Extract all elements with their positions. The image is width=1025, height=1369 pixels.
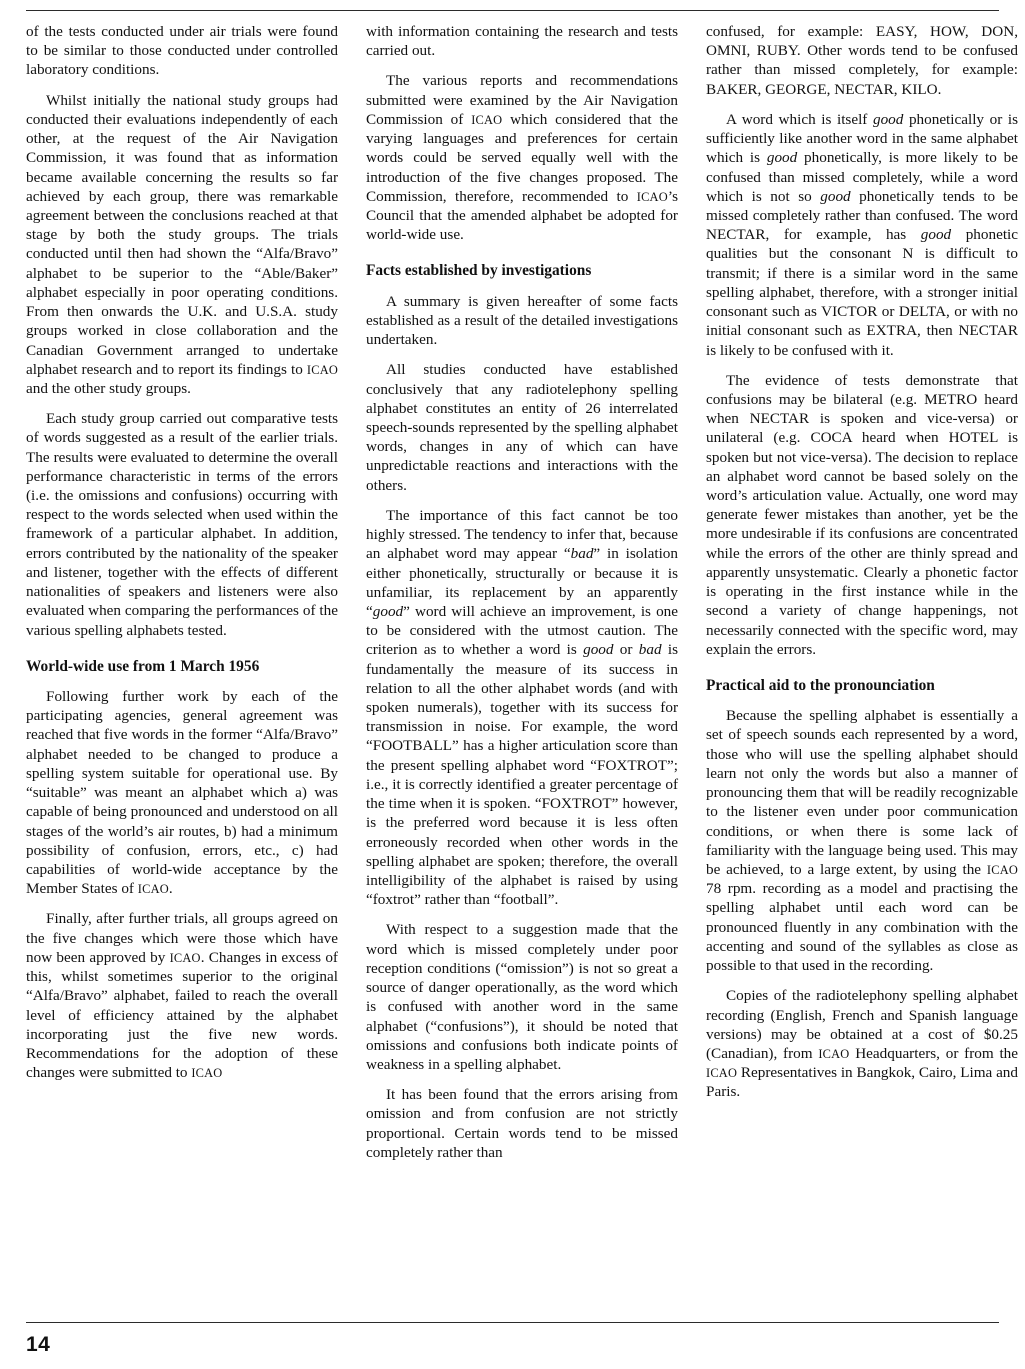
small-caps: ICAO [706, 1066, 738, 1081]
italic-text: good [583, 641, 614, 659]
paragraph: Each study group carried out comparative tests of words suggested as a result of the earlier trials. The results were evaluated to determine the overall performance characteristic in terms of the errors (i.e. the omissions and confusions) occurring with respect to the words selected when used within the framework of a particular alphabet. In addition, errors contributed by the nationality of the speaker and listener, together with the effects of different nationalities of speakers and listeners were also evaluated when comparing the performances of the various spelling alphabets tested. [26, 410, 338, 639]
italic-text: good [820, 187, 851, 205]
page-number: 14 [26, 1333, 51, 1356]
text-column-2 [366, 22, 678, 1302]
paragraph: The importance of this fact cannot be too highly stressed. The tendency to infer that, because an alphabet word may appear “bad” in isolation either phonetically, structurally or because it is unfamiliar, its replacement by an apparently “good” word will achieve an improvement, is one to be considered with the utmost caution. The criterion as to whether a word is good or bad is fundamentally the measure of its success in relation to all the other alphabet words (and with spoken numerals), together with its success for transmission in noise. For example, the word “FOOTBALL” has a higher articulation score than the present spelling alphabet word “FOXTROT”; i.e., it is correctly identified a greater percentage of the time when it is spoken. “FOXTROT” however, is the preferred word because it is less often erroneously recorded when other words in the spelling alphabet are spoken; therefore, the overall intelligibility of the alphabet is raised by using “foxtrot” rather than “football”. [366, 506, 678, 909]
small-caps: ICAO [169, 950, 201, 965]
section-heading: Facts established by investigations [366, 262, 592, 280]
paragraph: Following further work by each of the participating agencies, general agreement was reached that five words in the former “Alfa/Bravo” alphabet needed to be changed to produce a spelling system suitable for operational use. By “suitable” was meant an alphabet which a) was capable of being pronounced and understood on all stages of the world’s air routes, b) had a minimum possibility of confusion, errors, etc., c) had capabilities of world-wide acceptance by the Member States of ICAO. [26, 688, 338, 898]
paragraph: The evidence of tests demonstrate that confusions may be bilateral (e.g. METRO heard when NECTAR is spoken and vice-versa) or unilateral (e.g. COCA heard when HOTEL is spoken but not vice-versa). The decision to replace an alphabet word cannot be based solely on the word’s articulation value. Actually, one word may generate fewer mistakes than another, yet be the more undesirable if its confusions are concentrated while the errors of the other are thinly spread and apparently unsystematic. Clearly a phonetic factor is operating in the first instance while in the second a variety of change happenings, not necessarily connected with the specific word, may explain the errors. [706, 371, 1018, 658]
section-heading: Practical aid to the pronounciation [706, 677, 935, 694]
paragraph: confused, for example: EASY, HOW, DON, OMNI, RUBY. Other words tend to be confused rather than missed completely, for example: BAKER, GEORGE, NECTAR, KILO. [706, 23, 1018, 98]
paragraph: Because the spelling alphabet is essentially a set of speech sounds each represented by a word, those who will use the spelling alphabet should learn not only the words but also a manner of pronouncing them that will be readily recognizable to the listener even under poor communication conditions, or when there is some lack of familiarity with the language being used. This may be achieved, to a large extent, by using the ICAO 78 rpm. recording as a model and practising the spelling alphabet until each word can be pronounced fluently in any combination with the accenting and sound of the syllables as close as possible to that used in the recording. [706, 707, 1018, 975]
italic-text: good [920, 226, 952, 244]
paragraph: It has been found that the errors arising from omission and from confusion are not strictly proportional. Certain words tend to be missed completely rather than [366, 1086, 678, 1161]
paragraph: Finally, after further trials, all groups agreed on the five changes which were those which have now been approved by ICAO. Changes in excess of this, whilst sometimes superior to the original “Alfa/Bravo” alphabet, failed to reach the overall level of efficiency attained by the alphabet incorporating just the five new words. Recommendations for the adoption of these changes were submitted to ICAO [26, 910, 338, 1082]
column-container [26, 22, 1019, 1302]
italic-text: good [766, 149, 798, 167]
paragraph: of the tests conducted under air trials were found to be similar to those conducted under controlled laboratory conditions. [26, 23, 338, 79]
paragraph: Whilst initially the national study groups had conducted their evaluations independently of each other, at the request of the Air Navigation Commission, it was found that as information became available concerning the results so far achieved by each group, there was remarkable agreement between the conclusions reached at that stage by both the study groups. The trials conducted until then had shown the “Alfa/Bravo” alphabet to be superior to the “Able/Baker” alphabet especially in poor operating conditions. From then onwards the U.K. and U.S.A. study groups worked in close collaboration and the Canadian Government arranged to undertake alphabet research and to report its findings to ICAO and the other study groups. [26, 91, 338, 397]
small-caps: ICAO [137, 882, 169, 897]
italic-text: good [372, 602, 404, 620]
italic-text: bad [638, 641, 662, 659]
small-caps: ICAO [986, 863, 1018, 877]
small-caps: ICAO [306, 362, 338, 377]
text-column-3 [706, 22, 1018, 1302]
italic-text: bad [570, 545, 594, 563]
small-caps: ICAO [818, 1046, 850, 1061]
paragraph: with information containing the research and tests carried out. [366, 23, 678, 60]
text-column-1 [26, 22, 338, 1302]
small-caps: ICAO [636, 189, 668, 204]
paragraph: A word which is itself good phonetically or is sufficiently like another word in the same alphabet which is good phonetically, is more likely to be confused than missed completely, while a word which is not so good phonetically tends to be missed completely rather than confused. The word NECTAR, for example, has good phonetic qualities but the consonant N is difficult to transmit; if there is a similar word in the same spelling alphabet, therefore, with a stronger initial consonant such as VICTOR or DELTA, or with no initial consonant such as EXTRA, then NECTAR is likely to be confused with it. [706, 110, 1019, 359]
paragraph: The various reports and recommendations submitted were examined by the Air Navigation Commission of ICAO which considered that the varying languages and preferences for certain words could be served equally well with the introduction of the five changes proposed. The Commission, therefore, recommended to ICAO’s Council that the amended alphabet be adopted for world-wide use. [366, 72, 679, 244]
small-caps: ICAO [471, 112, 503, 127]
small-caps: ICAO [191, 1066, 223, 1081]
paragraph: All studies conducted have established conclusively that any radiotelephony spelling alphabet constitutes an entity of 26 interrelated speech-sounds represented by the spelling alphabet words, changes in any of which can have unpredictable reactions and interactions with the others. [366, 361, 678, 494]
paragraph: Copies of the radiotelephony spelling alphabet recording (English, French and Spanish language versions) may be obtained at a cost of $0.25 (Canadian), from ICAO Headquarters, or from the ICAO Representatives in Bangkok, Cairo, Lima and Paris. [706, 987, 1019, 1101]
section-heading: World-wide use from 1 March 1956 [26, 657, 260, 675]
top-rule [26, 10, 999, 11]
bottom-rule [26, 1322, 999, 1323]
italic-text: good [872, 110, 904, 128]
paragraph: A summary is given hereafter of some facts established as a result of the detailed investigations undertaken. [366, 292, 678, 349]
paragraph: With respect to a suggestion made that the word which is missed completely under poor reception conditions (“omission”) is not so great a source of danger operationally, as the word which is confused with another word in the same alphabet (“confusions”), it should be noted that omissions and confusions both indicate points of weakness in a spelling alphabet. [366, 921, 678, 1073]
